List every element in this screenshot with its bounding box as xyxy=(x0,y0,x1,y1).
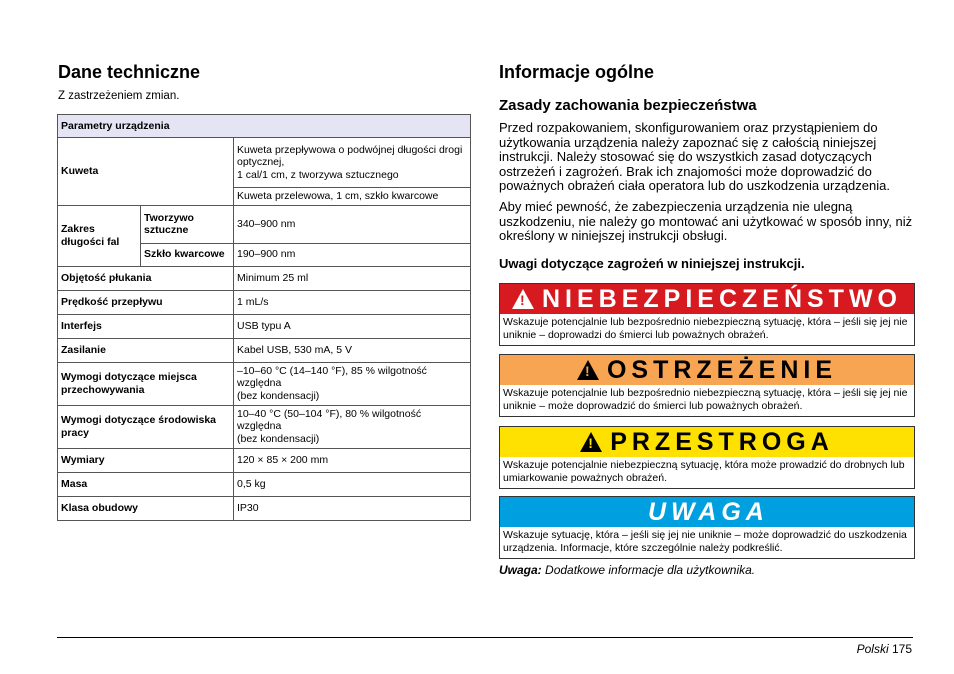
user-note xyxy=(499,563,755,577)
table-row-value: 10–40 °C (50–104 °F), 80 % wilgotność względna (bez kondensacji) xyxy=(234,405,471,448)
warning-triangle-icon: ! xyxy=(577,360,599,380)
table-row-value: 1 mL/s xyxy=(234,290,471,314)
hazard-text: Wskazuje sytuację, która – jeśli się jej nie uniknie – może doprowadzić do uszkodzenia urządzenia. Informacje, które szczególnie należy podkreślić. xyxy=(503,529,907,554)
hazard-bar xyxy=(500,497,914,527)
table-row-value: –10–60 °C (14–140 °F), 85 % wilgotność względna (bez kondensacji) xyxy=(234,362,471,405)
table-row-label: Zasilanie xyxy=(58,338,234,362)
table-row-label: Masa xyxy=(58,472,234,496)
hazard-notes-heading: Uwagi dotyczące zagrożeń w niniejszej instrukcji. xyxy=(499,256,805,271)
hazard-label: NIEBEZPIECZEŃSTWO xyxy=(541,284,902,313)
footer-language: Polski xyxy=(856,642,889,656)
hazard-label: PRZESTROGA xyxy=(610,427,834,456)
user-note-label: Uwaga: xyxy=(499,563,542,577)
warning-triangle-icon: ! xyxy=(580,432,602,452)
hazard-text: Wskazuje potencjalnie lub bezpośrednio niebezpieczną sytuację, która – jeśli się jej nie uniknie – może doprowadzić do śmierci lub poważnych obrażeń. xyxy=(503,387,908,412)
table-row-value: USB typu A xyxy=(234,314,471,338)
safety-paragraph-2: Aby mieć pewność, że zabezpieczenia urządzenia nie ulegną uszkodzeniu, nie należy go montować ani użytkować w sposób inny, niż określony w niniejszej instrukcji obsługi. xyxy=(499,199,913,244)
subject-to-change-note: Z zastrzeżeniem zmian. xyxy=(58,90,180,102)
hazard-box-caution xyxy=(499,426,915,489)
subsection-title-safety: Zasady zachowania bezpieczeństwa xyxy=(499,97,757,114)
hazard-box-warning xyxy=(499,354,915,417)
page-footer xyxy=(857,642,912,656)
row-label-wavelength-range: Zakres długości fal xyxy=(58,205,141,266)
table-row-label: Interfejs xyxy=(58,314,234,338)
safety-paragraph-1: Przed rozpakowaniem, skonfigurowaniem oraz przystąpieniem do użytkowania urządzenia należy zapoznać się z całością niniejszej instrukcji. Należy stosować się do wszystkich zasad dotyczących ostrzeżeń i zagrożeń. Brak ich znajomości może doprowadzić do poważnych obrażeń ciała operatora lub do uszkodzenia urządzenia. xyxy=(499,120,890,194)
hazard-bar xyxy=(500,284,914,314)
table-row-label: Objętość płukania xyxy=(58,266,234,290)
row-value-quartz: 190–900 nm xyxy=(234,243,471,266)
row-sublabel-plastic: Tworzywo sztuczne xyxy=(141,205,234,243)
hazard-box-danger xyxy=(499,283,915,346)
section-title-general-information: Informacje ogólne xyxy=(499,62,655,82)
table-row-value: Minimum 25 ml xyxy=(234,266,471,290)
row-label-kuweta: Kuweta xyxy=(58,138,234,206)
row-sublabel-quartz: Szkło kwarcowe xyxy=(141,243,234,266)
user-note-text: Dodatkowe informacje dla użytkownika. xyxy=(541,563,756,577)
hazard-bar xyxy=(500,427,914,457)
table-row-label: Wymogi dotyczące miejsca przechowywania xyxy=(58,362,234,405)
hazard-text: Wskazuje potencjalnie niebezpieczną sytuację, która może prowadzić do drobnych lub umiarkowanie poważnych obrażeń. xyxy=(503,459,905,484)
table-row-value: 0,5 kg xyxy=(234,472,471,496)
table-row-label: Prędkość przepływu xyxy=(58,290,234,314)
section-title-technical-data: Dane techniczne xyxy=(58,62,201,82)
table-row-label: Klasa obudowy xyxy=(58,496,234,520)
warning-triangle-icon: ! xyxy=(512,289,534,309)
hazard-label: OSTRZEŻENIE xyxy=(606,355,837,384)
table-row-label: Wymiary xyxy=(58,448,234,472)
table-row-value: Kabel USB, 530 mA, 5 V xyxy=(234,338,471,362)
hazard-text: Wskazuje potencjalnie lub bezpośrednio niebezpieczną sytuację, która – jeśli się jej nie uniknie – doprowadzi do śmierci lub poważnych obrażeń. xyxy=(503,316,908,341)
footer-divider xyxy=(57,637,913,638)
table-header: Parametry urządzenia xyxy=(58,115,471,138)
hazard-label: UWAGA xyxy=(648,497,769,526)
table-row-value: 120 × 85 × 200 mm xyxy=(234,448,471,472)
table-row-value: IP30 xyxy=(234,496,471,520)
row-value-kuweta-2: Kuweta przelewowa, 1 cm, szkło kwarcowe xyxy=(234,188,471,206)
hazard-bar xyxy=(500,355,914,385)
row-value-plastic: 340–900 nm xyxy=(234,205,471,243)
row-value-kuweta-1: Kuweta przepływowa o podwójnej długości drogi optycznej, 1 cal/1 cm, z tworzywa sztucznego xyxy=(234,138,471,188)
specifications-table xyxy=(57,114,471,521)
page-number: 175 xyxy=(891,642,912,656)
hazard-box-notice xyxy=(499,496,915,559)
table-row-label: Wymogi dotyczące środowiska pracy xyxy=(58,405,234,448)
